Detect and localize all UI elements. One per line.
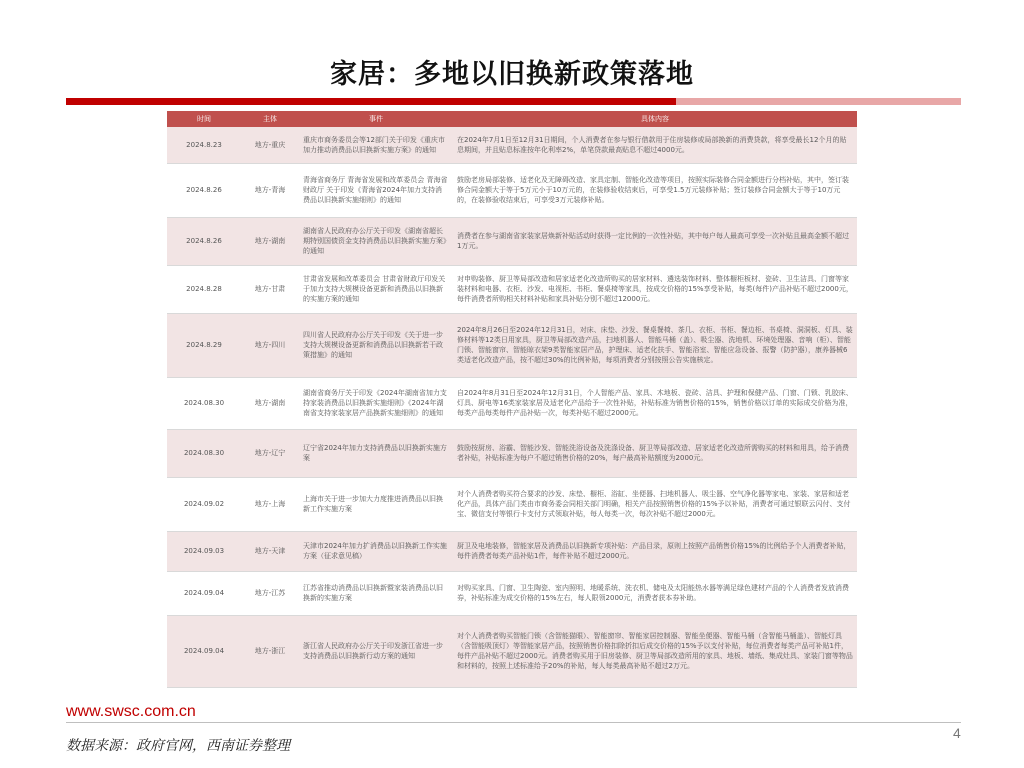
cell-date: 2024.09.03 (167, 531, 241, 571)
cell-date: 2024.8.28 (167, 265, 241, 313)
cell-event: 天津市2024年加力扩消费品以旧换新工作实施方案（征求意见稿） (299, 531, 453, 571)
table-header-row (167, 111, 857, 127)
cell-subject: 地方-甘肃 (241, 265, 299, 313)
cell-date: 2024.8.23 (167, 127, 241, 163)
cell-subject: 地方-湖南 (241, 377, 299, 429)
website-link[interactable]: www.swsc.com.cn (66, 703, 196, 720)
header-date: 时间 (167, 111, 241, 127)
cell-content: 对申购装修、厨卫等局部改造和居家适老化改造所购买的居家材料、遴选装饰材料、整体橱柜板材、瓷砖、卫生洁具、门窗等家装材料和电器、衣柜、沙发、电视柜、书柜、餐桌椅等家具，按成交价格的15%享受补贴，每类(每件)产品补贴不超过2000元，每件消费者所购相关材料补贴和家具补贴分别不超过12000元。 (453, 265, 857, 313)
table-row (167, 313, 857, 377)
cell-date: 2024.09.04 (167, 615, 241, 687)
table-row (167, 377, 857, 429)
table-row (167, 127, 857, 163)
table-row (167, 615, 857, 687)
cell-event: 重庆市商务委员会等12部门关于印发《重庆市加力推动消费品以旧换新实施方案》的通知 (299, 127, 453, 163)
cell-date: 2024.09.02 (167, 477, 241, 531)
cell-content: 对购买家具、门窗、卫生陶瓷、室内照明、地暖系统、洗衣机、储电及太阳能热水器等满足绿色建材产品的个人消费者发放消费券，补贴标准为成交价格的15%左右，每人限领2000元，消费者获本券补助。 (453, 571, 857, 615)
header-content: 具体内容 (453, 111, 857, 127)
page-number: 4 (953, 725, 961, 741)
cell-date: 2024.08.30 (167, 377, 241, 429)
cell-subject: 地方-湖南 (241, 217, 299, 265)
cell-subject: 地方-江苏 (241, 571, 299, 615)
cell-subject: 地方-上海 (241, 477, 299, 531)
cell-event: 青海省商务厅 青海省发展和改革委员会 青海省财政厅 关于印发《青海省2024年加力支持消费品以旧换新实施细则》的通知 (299, 163, 453, 217)
cell-content: 厨卫及电地装修，智能家居及消费品以旧换新专项补贴：产品目录，原则上按照产品销售价格15%的比例给予个人消费者补贴，每件消费者每类产品补贴1件，每件补贴不超过2000元。 (453, 531, 857, 571)
cell-event: 浙江省人民政府办公厅关于印发浙江省进一步支持消费品以旧换新行动方案的通知 (299, 615, 453, 687)
cell-subject: 地方-天津 (241, 531, 299, 571)
cell-event: 上海市关于进一步加大力度推进消费品以旧换新工作实施方案 (299, 477, 453, 531)
cell-subject: 地方-浙江 (241, 615, 299, 687)
title-underline-light (676, 98, 961, 105)
cell-date: 2024.8.26 (167, 163, 241, 217)
table-row (167, 477, 857, 531)
policy-table (167, 111, 857, 688)
header-event: 事件 (299, 111, 453, 127)
cell-date: 2024.8.26 (167, 217, 241, 265)
cell-event: 甘肃省发展和改革委员会 甘肃省财政厅印发关于加力支持大规模设备更新和消费品以旧换新的实施方案的通知 (299, 265, 453, 313)
table-row (167, 429, 857, 477)
title-underline-dark (66, 98, 676, 105)
cell-content: 2024年8月26日至2024年12月31日，对床、床垫、沙发、餐桌餐椅、茶几、衣柜、书柜、餐边柜、书桌椅、洞洞板、灯具、装修材料等12类日用家具，厨卫等局部改造产品，扫地机器人、智能马桶（盖）、吸尘器、洗地机、环境处理器、音响（柜）、智能门锁、智能窗帘、智能晾衣架9类智能家居产品，护理床、适老化扶手、智能浴室、智能应急设备、报警（防护器），康养器械6类适老化改造产品，按不超过30%的比例补贴，每项消费者分别按照公告实施核定。 (453, 313, 857, 377)
table-row (167, 265, 857, 313)
cell-content: 对个人消费者购买智能门锁（含智能猫眼）、智能窗帘、智能家居控制器、智能坐便器、智能马桶（含智能马桶盖）、智能灯具（含智能吸顶灯）等智能家居产品，按照销售价格扣除折扣后成交价格的15%予以支付补贴，每位消费者每类产品可补贴1件，每件产品补贴不超过2000元。消费者购买用于旧房装修、厨卫等局部改造所用的家具、地板、墙纸、集成灶具、家装门窗等物品和材料的，按照上述标准给予20%的补贴，每人每类最高补贴不超过2万元。 (453, 615, 857, 687)
cell-content: 鼓励老房局部装修、适老化及无障碍改造、家具定制、智能化改造等项目，按照实际装修合同金额进行分档补贴，其中，签订装修合同金额大于等于5万元小于10万元的，在装修验收结束后，可享受1.5万元装修补贴；签订装修合同金额大于等于10万元的，在装修验收结束后，可享受3万元装修补贴。 (453, 163, 857, 217)
cell-subject: 地方-辽宁 (241, 429, 299, 477)
cell-date: 2024.8.29 (167, 313, 241, 377)
header-subject: 主体 (241, 111, 299, 127)
cell-content: 消费者在参与湖南省家装家居焕新补贴活动时获得一定比例的一次性补贴，其中每户每人最高可享受一次补贴且最高金额不超过1万元。 (453, 217, 857, 265)
cell-event: 湖南省人民政府办公厅关于印发《湖南省超长期特别国债资金支持消费品以旧换新实施方案》的通知 (299, 217, 453, 265)
footer-divider (66, 722, 961, 723)
cell-subject: 地方-四川 (241, 313, 299, 377)
table-row (167, 163, 857, 217)
table-row (167, 531, 857, 571)
page-title: 家居：多地以旧换新政策落地 (330, 59, 694, 90)
table-row (167, 571, 857, 615)
cell-date: 2024.09.04 (167, 571, 241, 615)
cell-subject: 地方-重庆 (241, 127, 299, 163)
cell-event: 湖南省商务厅关于印发《2024年湖南省加力支持家装消费品以旧换新实施细则》《2024年湖南省支持家装家居产品换新实施细则》的通知 (299, 377, 453, 429)
cell-date: 2024.08.30 (167, 429, 241, 477)
cell-subject: 地方-青海 (241, 163, 299, 217)
cell-content: 在2024年7月1日至12月31日期间，个人消费者在参与银行借款用于住房装修或局部换新的消费贷款，将享受最长12个月的贴息期间，并且贴息标准按年化利率2%，单笔贷款最高贴息不超过4000元。 (453, 127, 857, 163)
cell-content: 对个人消费者购买符合要求的沙发、床垫、橱柜、浴缸、坐便器、扫地机器人、吸尘器、空气净化器等家电、家装、家居和适老化产品，具体产品门类由市商务委会同相关部门明确，相关产品按照销售价格的15%予以补贴，消费者可通过银联云闪付、支付宝、微信支付等银行卡支付方式领取补贴，每人每类一次，每次补贴不超过2000元。 (453, 477, 857, 531)
cell-content: 鼓励按厨房、浴霸、智能沙发、智能洗浴设备及洗涤设备、厨卫等局部改造、居家适老化改造所需购买的材料和用具，给予消费者补贴，补贴标准为每户不超过销售价格的20%，每户最高补贴额度为2000元。 (453, 429, 857, 477)
cell-event: 辽宁省2024年加力支持消费品以旧换新实施方案 (299, 429, 453, 477)
data-source: 数据来源：政府官网，西南证券整理 (66, 738, 290, 754)
cell-content: 自2024年8月31日至2024年12月31日，个人智能产品、家具、木地板、瓷砖、洁具、护理和保健产品、门窗、门锁、乳胶床、灯具、厨电等16类家装家居及适老化产品给予一次性补贴，补贴标准为销售价格的15%，销售价格以订单的实际成交价格为准，每类产品每类每件产品补贴一次，每类补贴不超过2000元。 (453, 377, 857, 429)
table-row (167, 217, 857, 265)
cell-event: 四川省人民政府办公厅关于印发《关于进一步支持大规模设备更新和消费品以旧换新若干政策措施》的通知 (299, 313, 453, 377)
cell-event: 江苏省推动消费品以旧换新暨家装消费品以旧换新的实施方案 (299, 571, 453, 615)
